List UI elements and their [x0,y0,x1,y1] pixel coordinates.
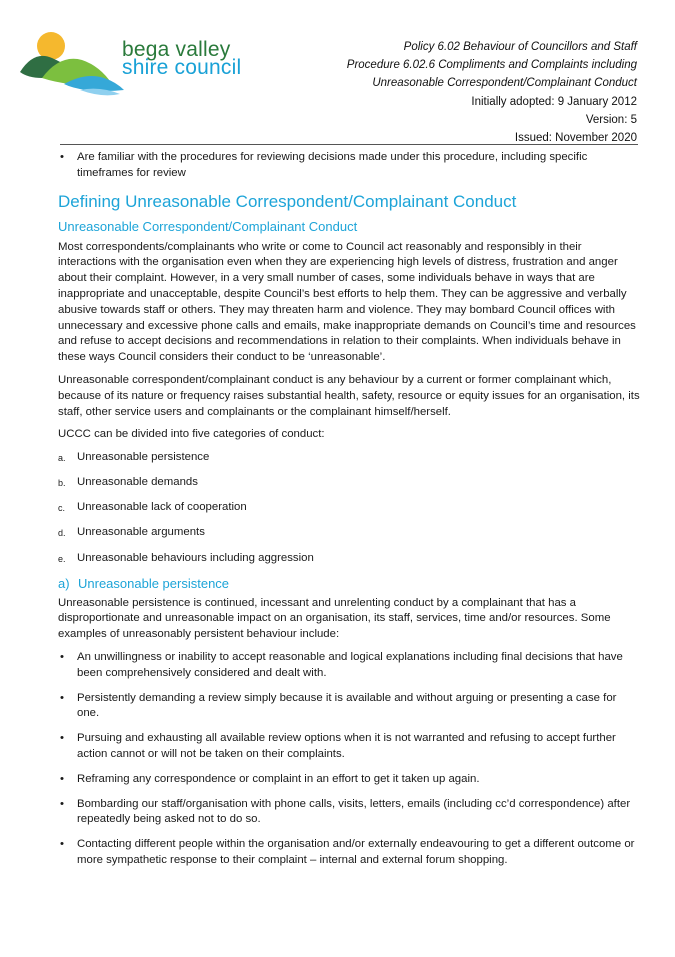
list-text: Unreasonable arguments [77,526,205,539]
list-item: • Contacting different people within the organisation and/or externally endeavouring to get a different outcome or more sympathetic response to their complaint – internal and external forum shopping. [58,837,640,869]
logo-line-2: shire council [122,56,242,79]
document-meta [347,38,637,147]
categories-list [58,450,640,567]
paragraph: UCCC can be divided into five categories of conduct: [58,428,325,441]
paragraph: Unreasonable correspondent/complainant conduct is any behaviour by a current or former complainant which, because of its nature or frequency raises substantial health, safety, resource or equity issues for an organisation, its staff, other service users and complainants or the complainant himself/herself. [58,373,640,418]
list-item: • Pursuing and exhausting all available review options when it is not warranted and refusing to accept further action cannot or will not be taken on their complaints. [58,731,640,763]
list-item [58,551,640,568]
subsection-letter: a) [58,575,70,591]
examples-list [58,650,640,869]
list-item [58,475,640,492]
list-item: • Are familiar with the procedures for reviewing decisions made under this procedure, including specific timeframes for review [58,150,640,182]
intro-list [58,150,640,182]
list-item [58,450,640,467]
header-divider [60,144,638,145]
issued-date: Issued: November 2020 [514,132,637,145]
list-item: • An unwillingness or inability to accept reasonable and logical explanations including final decisions that have been comprehensively considered and dealt with. [58,650,640,682]
council-logo [20,28,260,100]
list-marker: a. [58,453,66,464]
document-body [58,150,640,878]
list-item: • Reframing any correspondence or complaint in an effort to get it taken up again. [58,772,640,788]
logo-line-1: bega valley [122,38,231,61]
list-text: Unreasonable persistence [77,451,210,464]
procedure-title: Procedure 6.02.6 Compliments and Complaints including [346,59,637,72]
version: Version: 5 [585,113,637,126]
list-item: • Bombarding our staff/organisation with phone calls, visits, letters, emails (including cc’d correspondence) after repeatedly being asked not to do so. [58,797,640,829]
list-text: Unreasonable behaviours including aggression [77,551,314,564]
list-marker: e. [58,553,66,564]
list-item: • Persistently demanding a review simply because it is available and without arguing or presenting a case for one. [58,691,640,723]
procedure-title-cont: Unreasonable Correspondent/Complainant Conduct [372,77,637,90]
subsection-title: Unreasonable persistence [78,575,230,591]
section-heading: Defining Unreasonable Correspondent/Complainant Conduct [58,191,517,211]
list-item [58,500,640,517]
list-marker: c. [58,503,66,514]
list-text: Unreasonable demands [77,476,198,489]
list-item [58,525,640,542]
paragraph: Unreasonable persistence is continued, incessant and unrelenting conduct by a complainant that has a disproportionate and unreasonable impact on an organisation, its staff, services, time and/or resources. Some examples of unreasonably persistent behaviour include: [58,596,611,641]
paragraph: Most correspondents/complainants who write or come to Council act reasonably and responsibly in their interactions with the organisation even when they are experiencing high levels of distress, frustration and anger about their complaint. However, in a very small number of cases, some individuals behave in ways that are inappropriate and unacceptable, despite Council’s best efforts to help them. They can be aggressive and verbally abusive towards staff or others. They may threaten harm and violence. They may bombard Council offices with unnecessary and excessive phone calls and emails, make inappropriate demands on Council’s time and resources and refuse to accept decisions and recommendations in relation to their complaints. When individuals behave in these ways Council considers their conduct to be ‘unreasonable’. [58,240,636,364]
policy-title: Policy 6.02 Behaviour of Councillors and Staff [403,41,637,53]
hills-logo-icon [20,28,130,100]
list-marker: b. [58,478,66,489]
list-marker: d. [58,528,66,539]
list-text: Unreasonable lack of cooperation [77,501,247,514]
subsection-heading [58,576,640,592]
section-subheading: Unreasonable Correspondent/Complainant Conduct [58,218,358,234]
adopted-date: Initially adopted: 9 January 2012 [471,95,637,108]
